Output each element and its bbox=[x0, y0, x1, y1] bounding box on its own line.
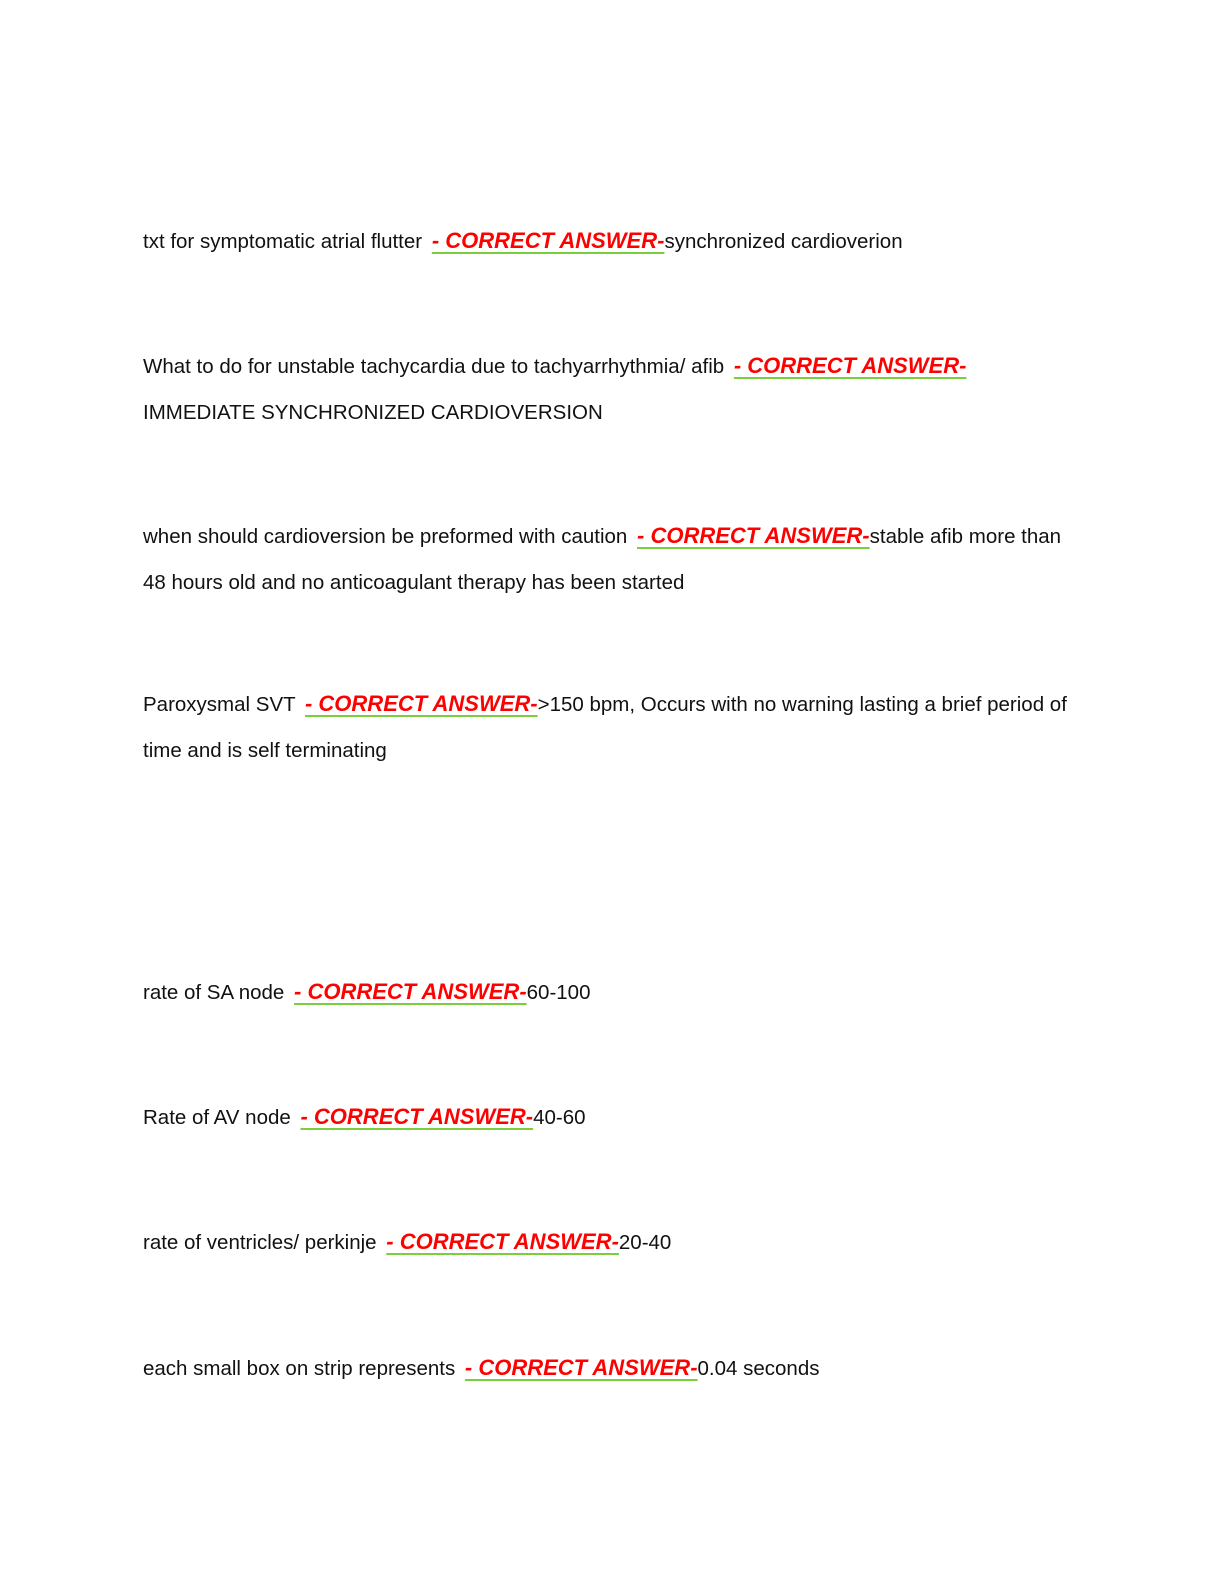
answer-text: IMMEDIATE SYNCHRONIZED CARDIOVERSION bbox=[143, 400, 603, 424]
correct-answer-marker: - CORRECT ANSWER- bbox=[304, 690, 538, 716]
correct-answer-marker: - CORRECT ANSWER- bbox=[464, 1354, 698, 1380]
correct-answer-marker: - CORRECT ANSWER- bbox=[733, 352, 967, 378]
qa-item bbox=[143, 681, 1083, 774]
answer-text: 0.04 seconds bbox=[697, 1356, 820, 1380]
qa-item bbox=[143, 969, 1083, 1016]
correct-answer-marker: - CORRECT ANSWER- bbox=[431, 227, 665, 253]
correct-answer-marker: - CORRECT ANSWER- bbox=[386, 1228, 619, 1254]
question-text: What to do for unstable tachycardia due to tachyarrhythmia/ afib bbox=[143, 354, 730, 378]
answer-text: 20-40 bbox=[618, 1230, 672, 1254]
qa-item bbox=[143, 1094, 1083, 1141]
correct-answer-marker: - CORRECT ANSWER- bbox=[637, 522, 870, 548]
question-text: rate of SA node bbox=[143, 980, 291, 1004]
question-text: Rate of AV node bbox=[143, 1105, 297, 1129]
question-text: Paroxysmal SVT bbox=[143, 692, 301, 716]
answer-text: 60-100 bbox=[526, 980, 591, 1004]
answer-text: 40-60 bbox=[533, 1105, 586, 1129]
qa-item bbox=[143, 218, 1083, 265]
qa-item bbox=[143, 343, 1083, 436]
question-text: when should cardioversion be preformed with caution bbox=[143, 524, 633, 548]
correct-answer-marker: - CORRECT ANSWER- bbox=[300, 1103, 534, 1129]
answer-text: >150 bpm, Occurs with no warning lasting a brief period of time and is self terminating bbox=[143, 692, 1067, 762]
question-text: each small box on strip represents bbox=[143, 1356, 461, 1380]
answer-text: synchronized cardioverion bbox=[664, 229, 903, 253]
answer-text: stable afib more than 48 hours old and no anticoagulant therapy has been started bbox=[143, 524, 1062, 594]
qa-item bbox=[143, 1219, 1083, 1266]
question-text: rate of ventricles/ perkinje bbox=[143, 1230, 383, 1254]
correct-answer-marker: - CORRECT ANSWER- bbox=[294, 978, 527, 1004]
qa-item bbox=[143, 1345, 1083, 1392]
question-text: txt for symptomatic atrial flutter bbox=[143, 229, 428, 253]
qa-item bbox=[143, 513, 1083, 606]
